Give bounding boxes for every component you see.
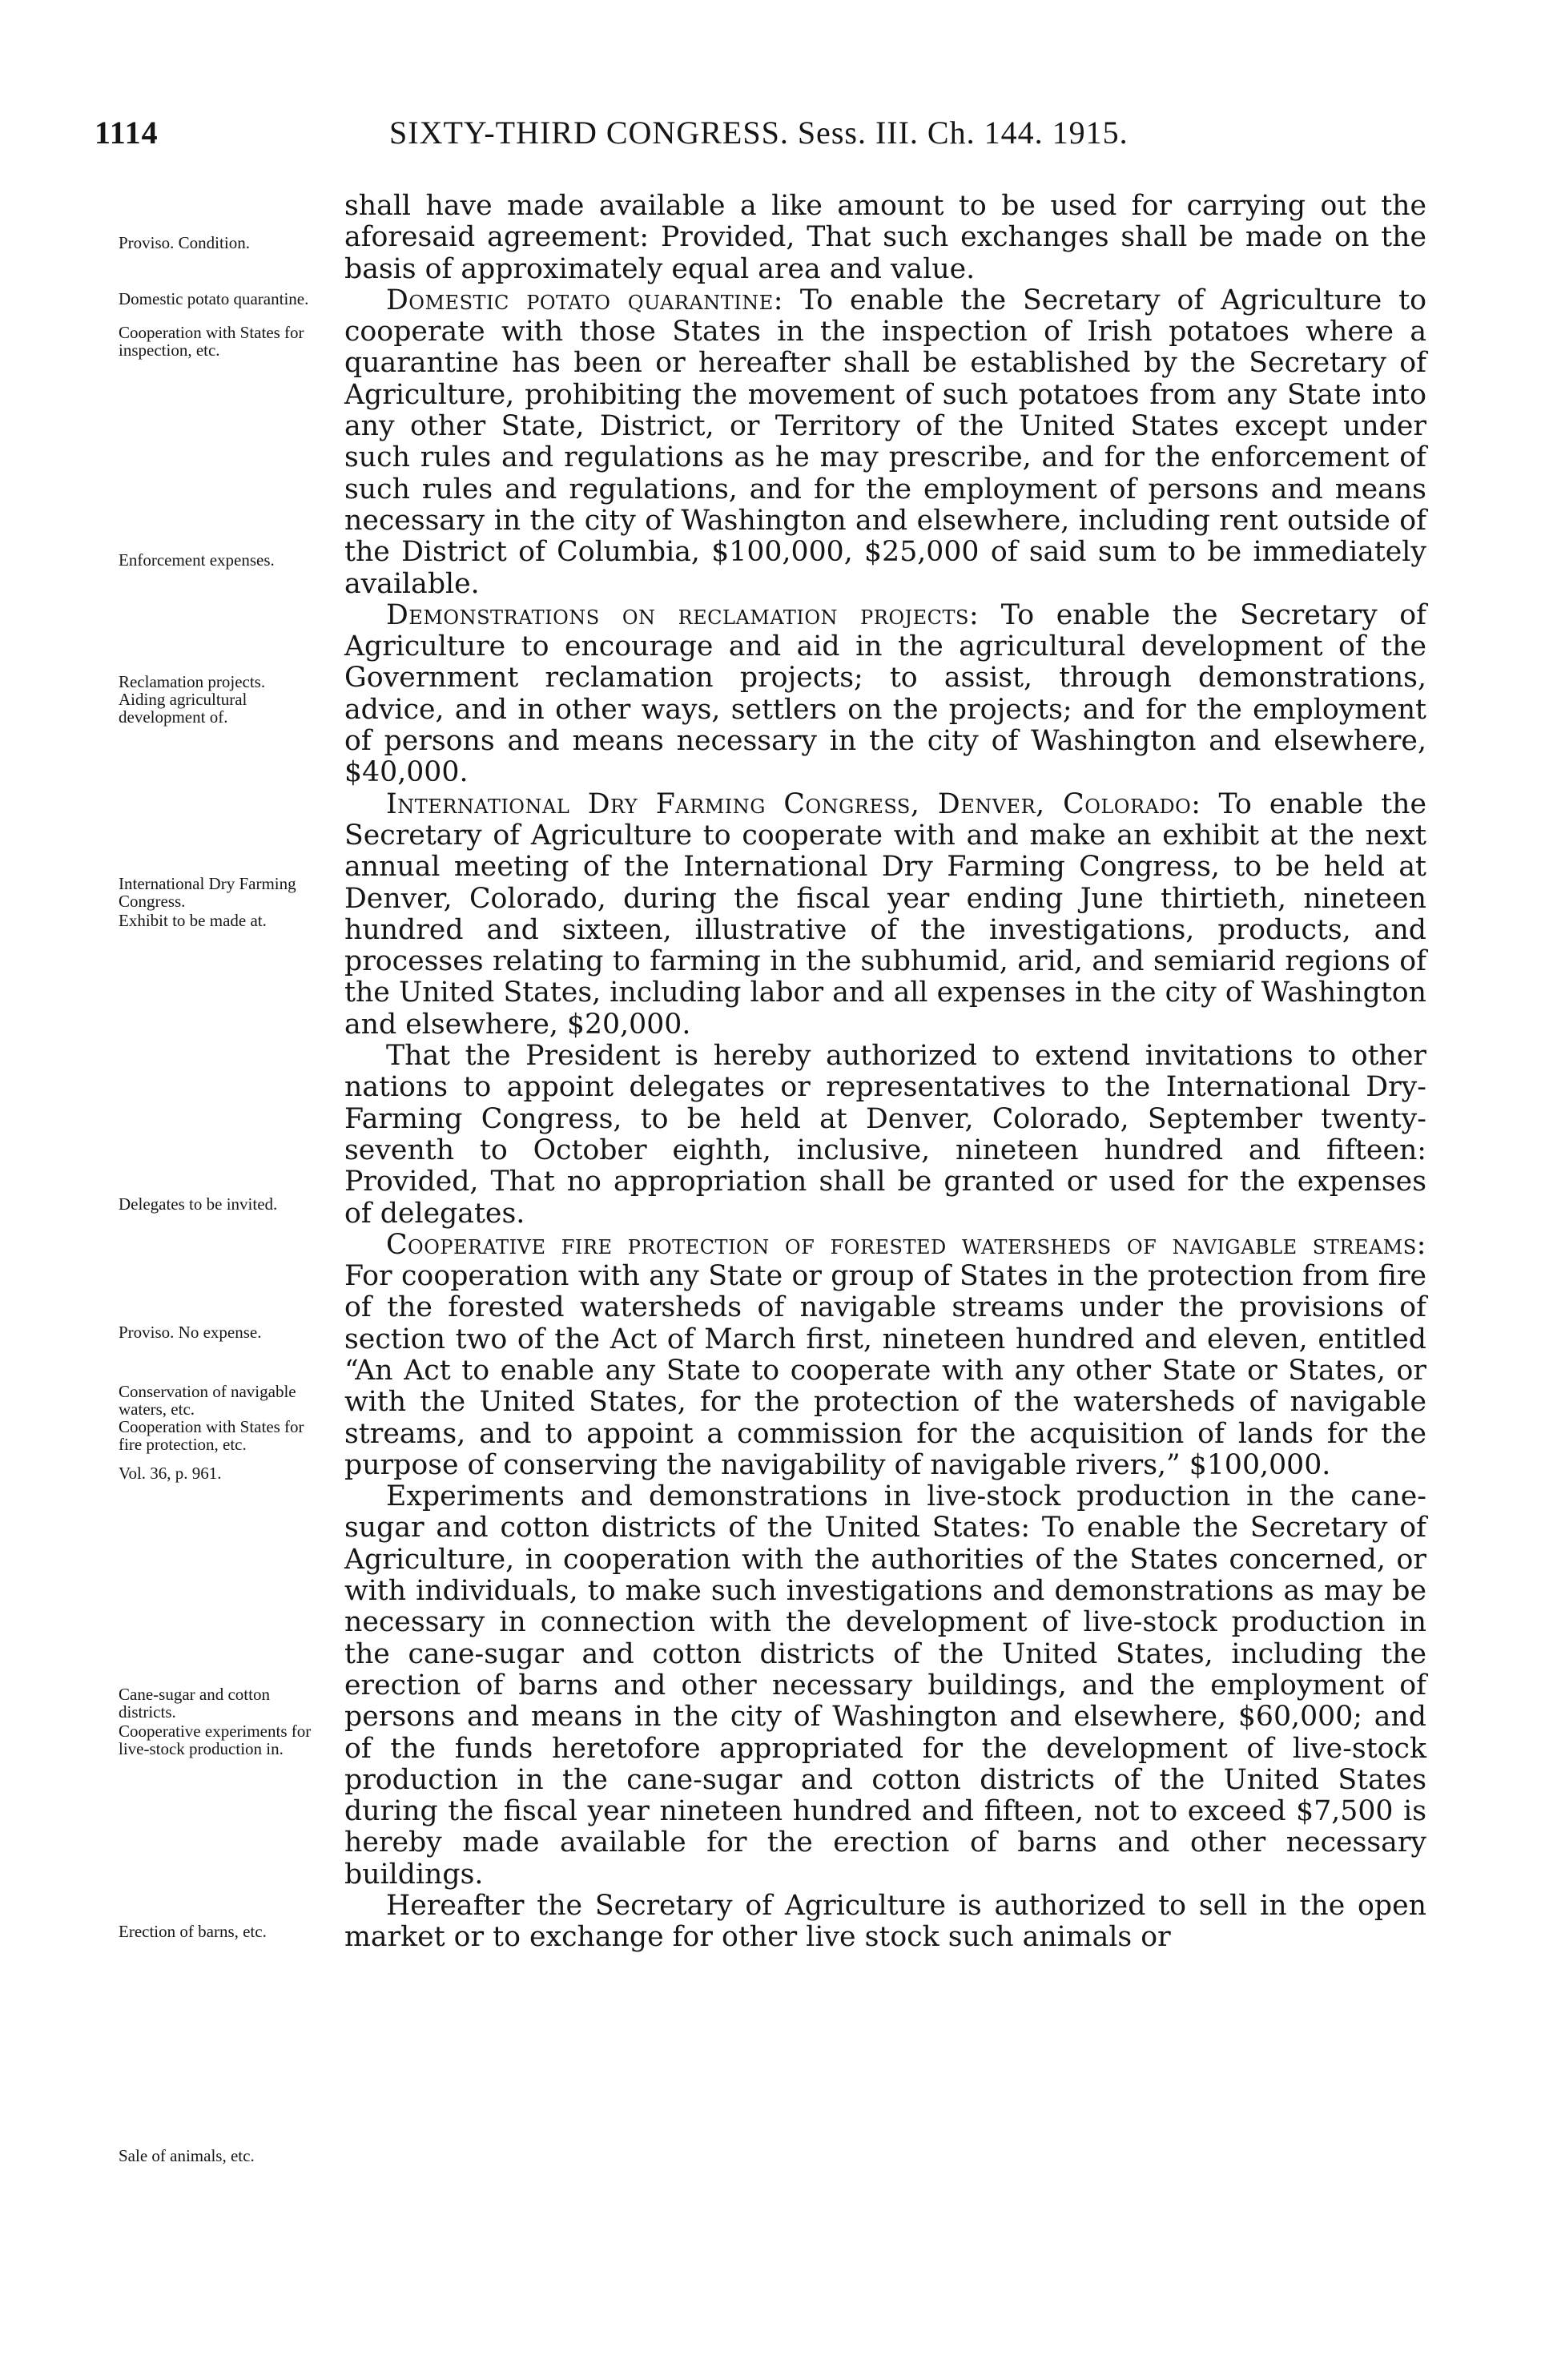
paragraph-potato-quarantine <box>344 285 1426 600</box>
margin-note-proviso-condition: Proviso. Condition. <box>119 233 250 252</box>
heading-fire-protection: Cooperative fire protection of forested watersheds of navigable streams: <box>386 1228 1426 1261</box>
paragraph-live-stock: Experiments and demonstrations in live-stock production in the cane-sugar and cotton districts of the United States: To enable the Secretary of Agriculture, in cooperation with the authorities of the States concerned, or with individuals, to make such investigations and demonstrations as may be necessary in connection with the development of live-stock production in the cane-sugar and cotton districts of the United States, including the erection of barns and other necessary buildings, and the employment of persons and means in the city of Washington and elsewhere, $60,000; and of the funds heretofore appropriated for the development of live-stock production in the cane-sugar and cotton districts of the United States during the fiscal year nineteen hundred and fifteen, not to exceed $7,500 is hereby made available for the erection of barns and other necessary buildings. <box>344 1480 1426 1891</box>
margin-note-delegates: Delegates to be invited. <box>119 1194 278 1214</box>
margin-note-fire-protection: Cooperation with States for fire protection, etc. <box>119 1417 304 1454</box>
margin-note-enforcement: Enforcement expenses. <box>119 550 275 570</box>
margin-note-live-stock: Cooperative experiments for live-stock production in. <box>119 1722 312 1758</box>
running-head-title: SIXTY-THIRD CONGRESS. Sess. III. Ch. 144. 1915. <box>389 115 1129 151</box>
margin-note-sale-animals: Sale of animals, etc. <box>119 2146 255 2165</box>
heading-reclamation: Demonstrations on reclamation projects: <box>386 598 980 631</box>
margin-note-vol-reference: Vol. 36, p. 961. <box>119 1464 222 1483</box>
margin-note-cooperation-inspection: Cooperation with States for inspection, etc. <box>119 323 304 360</box>
running-header <box>95 114 1456 162</box>
margin-note-proviso-no-expense: Proviso. No expense. <box>119 1323 262 1342</box>
margin-note-reclamation: Reclamation projects. <box>119 672 266 691</box>
margin-note-barns: Erection of barns, etc. <box>119 1922 267 1941</box>
paragraph-fire-protection <box>344 1230 1426 1481</box>
statute-text <box>344 191 1426 1954</box>
text-dry-farming: To enable the Secretary of Agriculture to cooperate with and make an exhibit at the next annual meeting of the International Dry Farming Congress, to be held at Denver, Colorado, during the fiscal year ending June thirtieth, nineteen hundred and sixteen, illustrative of the investigations, products, and processes relating to farming in the subhumid, arid, and semiarid regions of the United States, including labor and all expenses in the city of Washington and elsewhere, $20,000. <box>344 787 1426 1041</box>
margin-note-agricultural-development: Aiding agricultural development of. <box>119 690 247 727</box>
margin-note-dry-farming: International Dry Farming Congress. <box>119 874 296 911</box>
margin-note-cane-sugar: Cane-sugar and cotton districts. <box>119 1685 270 1722</box>
paragraph-delegates: That the President is hereby authorized to extend invitations to other nations to appoint delegates or representatives to the International Dry-Farming Congress, to be held at Denver, Colorado, September twenty-seventh to October eighth, inclusive, nineteen hundred and fifteen: Provided, That no appropriation shall be granted or used for the expenses of delegates. <box>344 1040 1426 1230</box>
paragraph-sale-animals: Hereafter the Secretary of Agriculture is authorized to sell in the open market or to exchange for other live stock such animals or <box>344 1890 1426 1954</box>
heading-dry-farming: International Dry Farming Congress, Denver, Colorado: <box>386 787 1201 820</box>
paragraph-dry-farming <box>344 789 1426 1041</box>
paragraph-proviso: shall have made available a like amount to be used for carrying out the aforesaid agreement: Provided, That such exchanges shall be made on the basis of approximately equal area and value. <box>344 190 1426 285</box>
margin-note-exhibit: Exhibit to be made at. <box>119 911 267 930</box>
text-potato-quarantine: To enable the Secretary of Agriculture to cooperate with those States in the inspection of Irish potatoes where a quarantine has been or hereafter shall be established by the Secretary of Agriculture, prohibiting the movement of such potatoes from any State into any other State, District, or Territory of the United States except under such rules and regulations as he may prescribe, and for the enforcement of such rules and regulations, and for the employment of persons and means necessary in the city of Washington and elsewhere, including rent outside of the District of Columbia, $100,000, $25,000 of said sum to be immediately available. <box>344 284 1426 600</box>
page-number: 1114 <box>95 115 159 151</box>
paragraph-reclamation <box>344 600 1426 789</box>
margin-note-conservation: Conservation of navigable waters, etc. <box>119 1382 296 1419</box>
heading-potato-quarantine: Domestic potato quarantine: <box>386 284 783 316</box>
margin-note-potato-quarantine: Domestic potato quarantine. <box>119 289 309 308</box>
text-fire-protection: For cooperation with any State or group of States in the protection from fire of the forested watersheds of navigable streams under the provisions of section two of the Act of March first, nineteen hundred and eleven, entitled “An Act to enable any State to cooperate with any other State or States, or with the United States, for the protection of the watersheds of navigable streams, and to appoint a commission for the acquisition of lands for the purpose of conserving the navigability of navigable rivers,” $100,000. <box>344 1260 1426 1481</box>
text-reclamation: To enable the Secretary of Agriculture to encourage and aid in the agricultural development of the Government reclamation projects; to assist, through demonstrations, advice, and in other ways, settlers on the projects; and for the employment of persons and means necessary in the city of Washington and elsewhere, $40,000. <box>344 598 1426 789</box>
